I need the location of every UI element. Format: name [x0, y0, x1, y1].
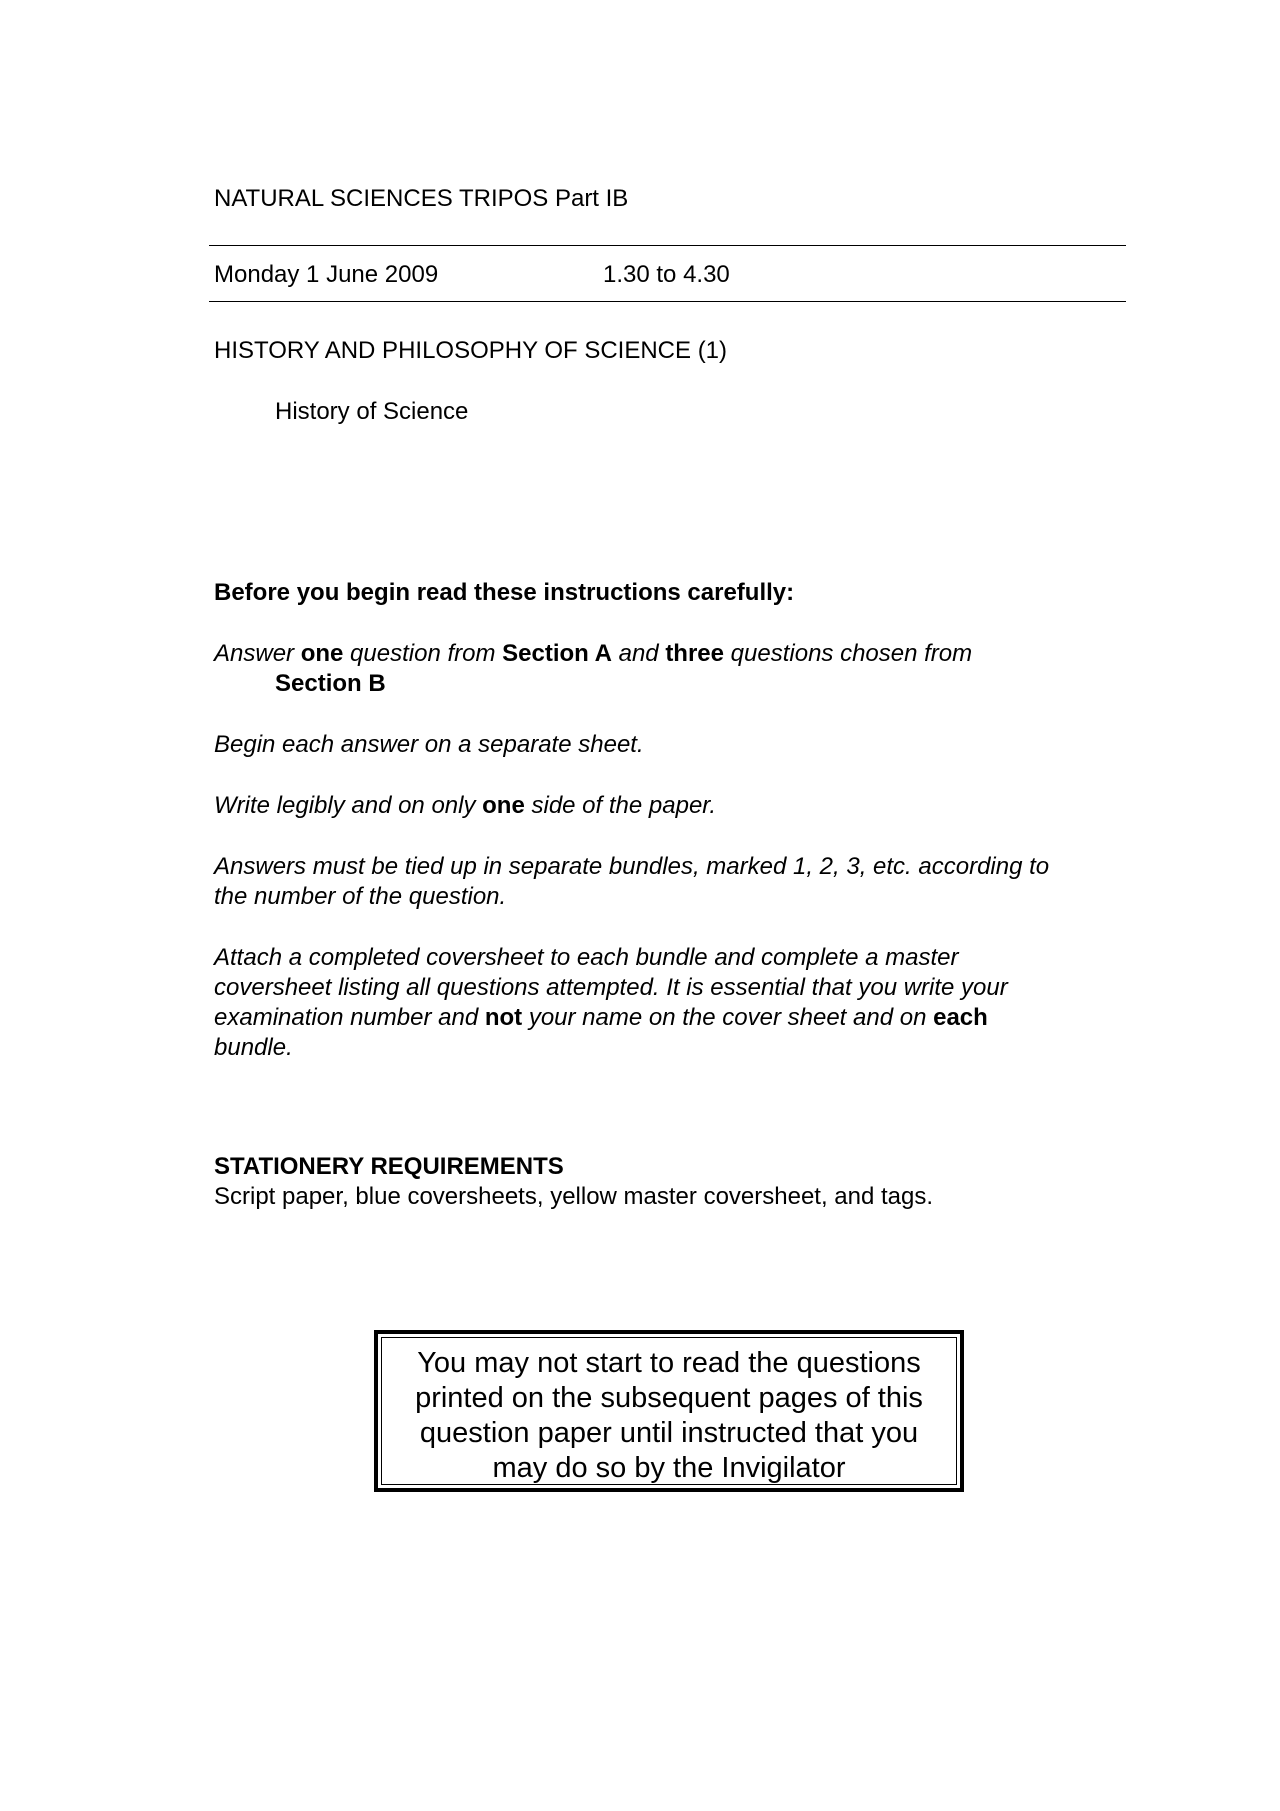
notice-line-3: question paper until instructed that you: [419, 1417, 919, 1449]
stationery-text: Script paper, blue coversheets, yellow master coversheet, and tags.: [214, 1183, 934, 1210]
instruction-bundles: [214, 852, 1134, 912]
coversheet-emph-each: each: [933, 1004, 988, 1031]
write-emph-one: one: [482, 792, 525, 819]
coversheet-line-3c: your name on the cover sheet and on: [528, 1004, 927, 1031]
invigilator-notice-box: [374, 1330, 964, 1492]
bottom-divider: [209, 301, 1126, 302]
answer-emph-one: one: [300, 640, 344, 667]
instruction-write: [214, 791, 1134, 821]
exam-title: NATURAL SCIENCES TRIPOS Part IB: [214, 185, 629, 212]
write-text-2: side of the paper.: [531, 792, 717, 819]
exam-time: 1.30 to 4.30: [603, 261, 730, 288]
bundles-line-1: Answers must be tied up in separate bundles, marked 1, 2, 3, etc. according to: [214, 853, 1050, 880]
notice-line-4: may do so by the Invigilator: [492, 1452, 846, 1484]
answer-text-1: Answer: [214, 640, 295, 667]
coversheet-emph-not: not: [484, 1004, 523, 1031]
instruction-coversheet: [214, 943, 1134, 1063]
instructions-heading: Before you begin read these instructions carefully:: [214, 579, 795, 606]
paper-title: History of Science: [275, 398, 469, 425]
stationery-heading: STATIONERY REQUIREMENTS: [214, 1153, 564, 1180]
coversheet-line-1: Attach a completed coversheet to each bundle and complete a master: [214, 944, 959, 971]
answer-text-4: questions chosen from: [730, 640, 973, 667]
subject-title: HISTORY AND PHILOSOPHY OF SCIENCE (1): [214, 337, 728, 364]
instruction-answer: [214, 639, 1134, 699]
answer-text-3: and: [618, 640, 659, 667]
notice-line-2: printed on the subsequent pages of this: [415, 1382, 923, 1414]
bundles-line-2: the number of the question.: [214, 883, 507, 910]
answer-emph-section-a: Section A: [502, 640, 612, 667]
top-divider: [209, 245, 1126, 246]
coversheet-line-4: bundle.: [214, 1034, 293, 1061]
answer-emph-three: three: [665, 640, 724, 667]
answer-emph-section-b: Section B: [275, 670, 386, 697]
write-text-1: Write legibly and on only: [214, 792, 476, 819]
notice-line-1: You may not start to read the questions: [417, 1347, 921, 1379]
instruction-begin: Begin each answer on a separate sheet.: [214, 731, 644, 758]
invigilator-notice-inner: [381, 1337, 957, 1485]
answer-text-2: question from: [350, 640, 496, 667]
exam-date: Monday 1 June 2009: [214, 261, 439, 288]
coversheet-line-2: coversheet listing all questions attempted. It is essential that you write your: [214, 974, 1008, 1001]
coversheet-line-3a: examination number and: [214, 1004, 479, 1031]
